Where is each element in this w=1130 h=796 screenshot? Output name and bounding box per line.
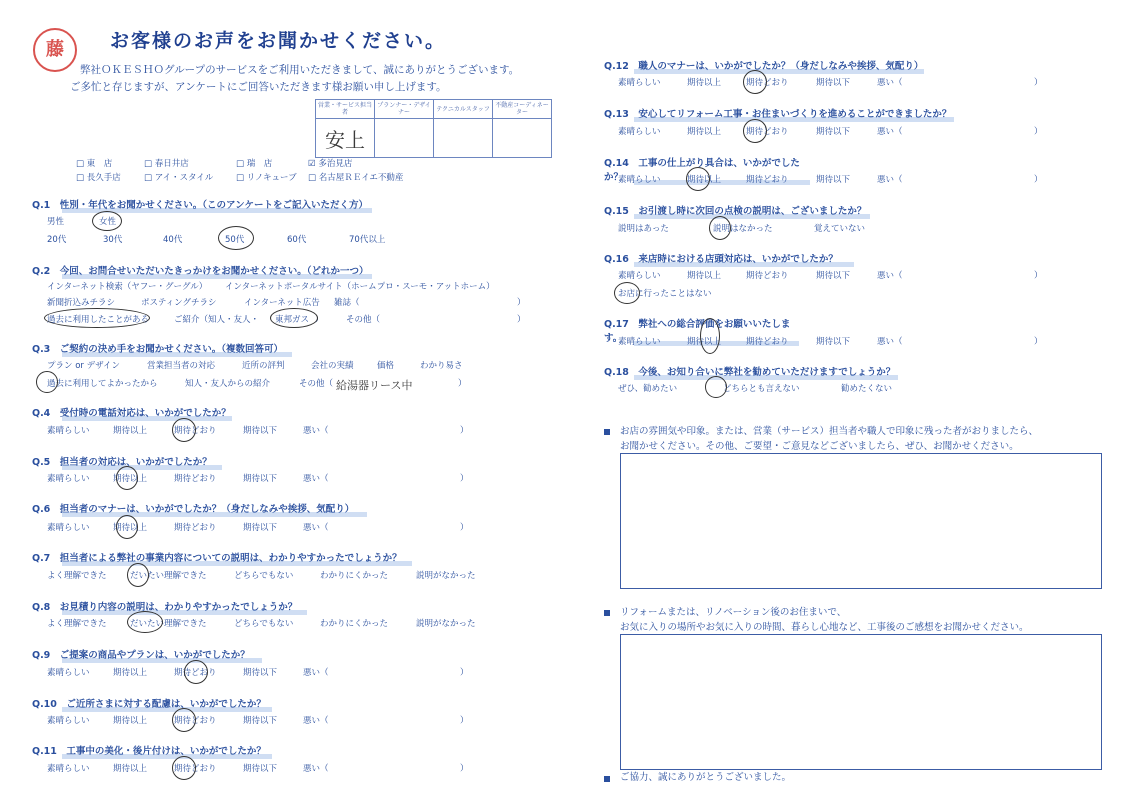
answer-circle: [127, 563, 149, 587]
store-checkbox[interactable]: □ 春日井店: [144, 157, 236, 169]
q1-age-options: [47, 233, 385, 245]
option[interactable]: 期待どおり: [746, 337, 789, 347]
option[interactable]: 期待以上: [687, 271, 722, 281]
store-checkbox-checked[interactable]: ☑ 多治見店: [308, 157, 408, 169]
staff-technical-value[interactable]: [434, 119, 493, 158]
option[interactable]: 悪い（: [303, 474, 329, 484]
option: ）: [1034, 127, 1043, 137]
q6-options: [47, 521, 469, 533]
option: ）: [460, 764, 469, 774]
option[interactable]: 会社の実績: [311, 361, 354, 371]
option[interactable]: 悪い（: [877, 337, 903, 347]
q2-row1: [47, 280, 495, 292]
option[interactable]: 期待以上: [113, 668, 148, 678]
option[interactable]: どちらでもない: [234, 619, 294, 629]
option[interactable]: 価格: [377, 361, 395, 371]
store-checkbox[interactable]: □ アイ・スタイル: [144, 171, 236, 183]
option[interactable]: 期待以下: [816, 127, 851, 137]
option[interactable]: 説明はなかった: [713, 224, 773, 234]
store-checkbox[interactable]: □ 長久手店: [76, 171, 144, 183]
question-7: Q.7 担当者による弊社の事業内容についての説明は、わかりやすかったでしょうか？: [32, 550, 412, 564]
q17-options: [618, 335, 1043, 347]
question-5: Q.5 担当者の対応は、いかがでしたか？: [32, 454, 222, 468]
option[interactable]: 新聞折込みチラシ: [47, 298, 116, 308]
answer-circle: [36, 371, 58, 393]
q8-options: [47, 617, 476, 629]
option[interactable]: 過去に利用してよかったから: [47, 379, 158, 389]
option[interactable]: 期待以下: [243, 474, 278, 484]
question-11: Q.11 工事中の美化・後片付けは、いかがでしたか？: [32, 743, 272, 757]
option[interactable]: 20代: [47, 235, 67, 245]
comment-box-1[interactable]: [620, 453, 1102, 589]
staff-header: 営業・サービス担当者: [316, 100, 375, 119]
question-14: Q.14 工事の仕上がり具合は、いかがでしたか？: [604, 155, 810, 183]
q9-options: [47, 666, 469, 678]
answer-circle: [116, 466, 138, 490]
option[interactable]: 素晴らしい: [618, 175, 661, 185]
option: ）: [1034, 271, 1043, 281]
option[interactable]: 男性: [47, 217, 65, 227]
option[interactable]: 悪い（: [303, 716, 329, 726]
option[interactable]: どちらとも言えない: [723, 384, 800, 394]
question-18: Q.18 今後、お知り合いに弊社を勧めていただけますでしょうか？: [604, 364, 898, 378]
question-9: Q.9 ご提案の商品やプランは、いかがでしたか？: [32, 647, 262, 661]
intro-text: [70, 62, 520, 96]
q11-options: [47, 762, 469, 774]
question-1: Q.1 性別・年代をお聞かせください。（このアンケートをご記入いただく方）: [32, 197, 372, 211]
option[interactable]: 営業担当者の対応: [147, 361, 216, 371]
option[interactable]: 期待どおり: [746, 175, 789, 185]
option[interactable]: プラン or デザイン: [47, 361, 121, 371]
bullet-square: [604, 429, 610, 435]
option[interactable]: 素晴らしい: [47, 716, 90, 726]
answer-circle: [743, 119, 767, 143]
staff-header: プランナー・デザイナー: [375, 100, 434, 119]
option[interactable]: 期待どおり: [174, 426, 217, 436]
option[interactable]: 期待どおり: [746, 127, 789, 137]
option[interactable]: ポスティングチラシ: [141, 298, 217, 308]
option[interactable]: よく理解できた: [47, 619, 107, 629]
staff-sales-value[interactable]: 安上: [316, 119, 375, 158]
option[interactable]: 悪い（: [303, 523, 329, 533]
answer-circle: [614, 282, 640, 304]
store-checkbox[interactable]: □ 東 店: [76, 157, 144, 169]
staff-table: [315, 99, 552, 158]
option[interactable]: 期待以上: [687, 78, 722, 88]
question-4: Q.4 受付時の電話対応は、いかがでしたか？: [32, 405, 232, 419]
option: ）: [460, 716, 469, 726]
option[interactable]: ご紹介（知人・友人・: [174, 315, 260, 325]
option[interactable]: 期待以下: [816, 271, 851, 281]
option[interactable]: 近所の評判: [242, 361, 285, 371]
question-16: Q.16 来店時における店頭対応は、いかがでしたか？: [604, 251, 854, 265]
answer-circle: [270, 308, 318, 328]
q4-options: [47, 424, 469, 436]
prompt-line: リフォームまたは、リノベーション後のお住まいで、: [620, 607, 847, 618]
comment-box-2[interactable]: [620, 634, 1102, 770]
option[interactable]: 女性: [99, 217, 117, 227]
q15-options: [618, 222, 865, 234]
option[interactable]: わかりにくかった: [320, 619, 389, 629]
option[interactable]: 悪い（: [303, 426, 329, 436]
option[interactable]: 期待どおり: [174, 764, 217, 774]
option[interactable]: 素晴らしい: [618, 337, 661, 347]
option[interactable]: その他（: [346, 315, 381, 325]
option[interactable]: だいたい理解できた: [130, 619, 207, 629]
answer-circle: [172, 708, 196, 732]
answer-circle: [92, 211, 122, 231]
prompt-line: お気に入りの場所やお気に入りの時間、暮らし心地など、工事後のご感想をお聞かせください。: [620, 622, 1029, 633]
comment-prompt-1: [620, 424, 1038, 454]
option[interactable]: インターネットポータルサイト（ホームプロ・スーモ・アットホーム）: [225, 282, 495, 292]
option[interactable]: 期待どおり: [746, 78, 789, 88]
answer-circle: [743, 70, 767, 94]
option: ）: [517, 315, 526, 325]
option[interactable]: 素晴らしい: [618, 127, 661, 137]
option[interactable]: 70代以上: [349, 235, 386, 245]
q18-options: [618, 382, 892, 394]
store-checkboxes: [76, 157, 408, 183]
option[interactable]: 悪い（: [303, 668, 329, 678]
option[interactable]: わかり易さ: [420, 361, 463, 371]
question-10: Q.10 ご近所さまに対する配慮は、いかがでしたか？: [32, 696, 272, 710]
option[interactable]: 60代: [287, 235, 307, 245]
question-6: Q.6 担当者のマナーは、いかがでしたか？（身だしなみや挨拶、気配り）: [32, 501, 367, 515]
question-3: Q.3 ご契約の決め手をお聞かせください。（複数回答可）: [32, 341, 292, 355]
option[interactable]: 悪い（: [877, 78, 903, 88]
option[interactable]: 期待どおり: [746, 271, 789, 281]
option[interactable]: 雑誌（: [334, 298, 360, 308]
bullet-square: [604, 776, 610, 782]
answer-circle: [184, 660, 208, 684]
option[interactable]: だいたい理解できた: [130, 571, 207, 581]
option[interactable]: インターネット広告: [244, 298, 320, 308]
option: ）: [1034, 78, 1043, 88]
option[interactable]: 説明はあった: [618, 224, 669, 234]
option: ）: [1034, 175, 1043, 185]
option[interactable]: 期待以下: [243, 716, 278, 726]
q16-options: [618, 269, 1043, 281]
bullet-square: [604, 610, 610, 616]
option[interactable]: 素晴らしい: [618, 271, 661, 281]
option[interactable]: その他（: [299, 379, 334, 389]
page-title: お客様のお声をお聞かせください。: [110, 30, 447, 52]
q3-row2: [47, 377, 467, 393]
option[interactable]: 期待以上: [113, 474, 148, 484]
answer-circle: [116, 515, 138, 539]
q13-options: [618, 125, 1043, 137]
option[interactable]: 素晴らしい: [47, 426, 90, 436]
option[interactable]: 期待以上: [113, 764, 148, 774]
option[interactable]: インターネット検索（ヤフー・グーグル）: [47, 282, 208, 292]
staff-realestate-value[interactable]: [493, 119, 552, 158]
option: ）: [460, 426, 469, 436]
option[interactable]: 悪い（: [877, 127, 903, 137]
q10-options: [47, 714, 469, 726]
option[interactable]: 期待以下: [243, 426, 278, 436]
handwritten-answer: 給湯器リース中: [336, 379, 413, 392]
option[interactable]: 期待以下: [816, 78, 851, 88]
seal-stamp: 藤: [33, 28, 77, 72]
option[interactable]: 説明がなかった: [416, 619, 476, 629]
question-15: Q.15 お引渡し時に次回の点検の説明は、ございましたか？: [604, 203, 870, 217]
option[interactable]: 期待どおり: [174, 716, 217, 726]
option[interactable]: 期待以下: [816, 337, 851, 347]
answer-circle: [686, 167, 710, 191]
option: ）: [460, 668, 469, 678]
option[interactable]: 期待以下: [816, 175, 851, 185]
option[interactable]: 覚えていない: [814, 224, 866, 234]
option[interactable]: 期待以上: [687, 175, 722, 185]
option[interactable]: 説明がなかった: [416, 571, 476, 581]
question-17: Q.17 弊社への総合評価をお願いいたします。: [604, 316, 799, 344]
option[interactable]: 期待どおり: [174, 523, 217, 533]
option[interactable]: わかりにくかった: [320, 571, 389, 581]
option[interactable]: ぜひ、勧めたい: [618, 384, 678, 394]
answer-circle: [172, 418, 196, 442]
intro-line: ご多忙と存じますが、アンケートにご回答いただきます様お願い申し上げます。: [70, 81, 447, 93]
option[interactable]: 30代: [103, 235, 123, 245]
store-checkbox[interactable]: □ リノキューブ: [236, 171, 308, 183]
option[interactable]: よく理解できた: [47, 571, 107, 581]
thanks-text: ご協力、誠にありがとうございました。: [620, 772, 792, 783]
store-checkbox[interactable]: □ 瑞 店: [236, 157, 308, 169]
option[interactable]: 50代: [225, 235, 245, 245]
answer-circle: [172, 756, 196, 780]
option[interactable]: 期待以上: [113, 716, 148, 726]
option[interactable]: 悪い（: [303, 764, 329, 774]
option[interactable]: どちらでもない: [234, 571, 294, 581]
q12-options: [618, 76, 1043, 88]
option[interactable]: 期待以下: [243, 523, 278, 533]
option[interactable]: 40代: [163, 235, 183, 245]
answer-circle: [700, 318, 720, 354]
prompt-line: お聞かせください。その他、ご要望・ご意見などございましたら、ぜひ、お聞かせください。: [620, 441, 1019, 452]
option[interactable]: 期待以下: [243, 668, 278, 678]
option[interactable]: 勧めたくない: [841, 384, 893, 394]
option[interactable]: 期待以上: [687, 337, 722, 347]
answer-circle: [709, 216, 731, 240]
option[interactable]: 期待以下: [243, 764, 278, 774]
option[interactable]: 素晴らしい: [618, 78, 661, 88]
q14-options: [618, 173, 1043, 185]
option[interactable]: 東邦ガス: [275, 315, 310, 325]
option[interactable]: 素晴らしい: [47, 474, 90, 484]
q3-row1: [47, 359, 463, 371]
option: ）: [458, 379, 467, 389]
option[interactable]: 過去に利用したことがある: [47, 315, 150, 325]
staff-planner-value[interactable]: [375, 119, 434, 158]
intro-line: 弊社ＯＫＥＳＨＯグループのサービスをご利用いただきまして、誠にありがとうございます。: [80, 64, 520, 76]
question-13: Q.13 安心してリフォーム工事・お住まいづくりを進めることができましたか？: [604, 106, 954, 120]
option[interactable]: 期待以上: [113, 426, 148, 436]
question-12: Q.12 職人のマナーは、いかがでしたか？（身だしなみや挨拶、気配り）: [604, 58, 924, 72]
option[interactable]: 悪い（: [877, 175, 903, 185]
option[interactable]: 知人・友人からの紹介: [185, 379, 271, 389]
option[interactable]: 期待以上: [687, 127, 722, 137]
staff-header: 不動産コーディネーター: [493, 100, 552, 119]
store-checkbox[interactable]: □ 名古屋ＲＥイエ不動産: [308, 171, 408, 183]
q5-options: [47, 472, 469, 484]
staff-header: テクニカルスタッフ: [434, 100, 493, 119]
option: ）: [517, 298, 526, 308]
option[interactable]: 期待以上: [113, 523, 148, 533]
option[interactable]: 素晴らしい: [47, 668, 90, 678]
answer-circle: [218, 226, 254, 250]
option: ）: [315, 315, 324, 325]
option[interactable]: 悪い（: [877, 271, 903, 281]
option: ）: [1034, 337, 1043, 347]
prompt-line: お店の雰囲気や印象。または、営業（サービス）担当者や職人で印象に残った者がおりましたら、: [620, 426, 1039, 437]
question-2: Q.2 今回、お問合せいただいたきっかけをお聞かせください。（どれか一つ）: [32, 263, 372, 277]
option[interactable]: 素晴らしい: [47, 764, 90, 774]
option[interactable]: お店に行ったことはない: [618, 289, 712, 299]
comment-prompt-2: [620, 605, 1029, 635]
option: ）: [460, 523, 469, 533]
option[interactable]: 期待どおり: [174, 668, 217, 678]
answer-circle: [44, 308, 150, 328]
option[interactable]: 素晴らしい: [47, 523, 90, 533]
option[interactable]: 期待どおり: [174, 474, 217, 484]
q7-options: [47, 569, 476, 581]
option: ）: [460, 474, 469, 484]
answer-circle: [127, 611, 163, 633]
question-8: Q.8 お見積り内容の説明は、わかりやすかったでしょうか？: [32, 599, 307, 613]
answer-circle: [705, 376, 727, 398]
q2-row2: [47, 296, 526, 308]
